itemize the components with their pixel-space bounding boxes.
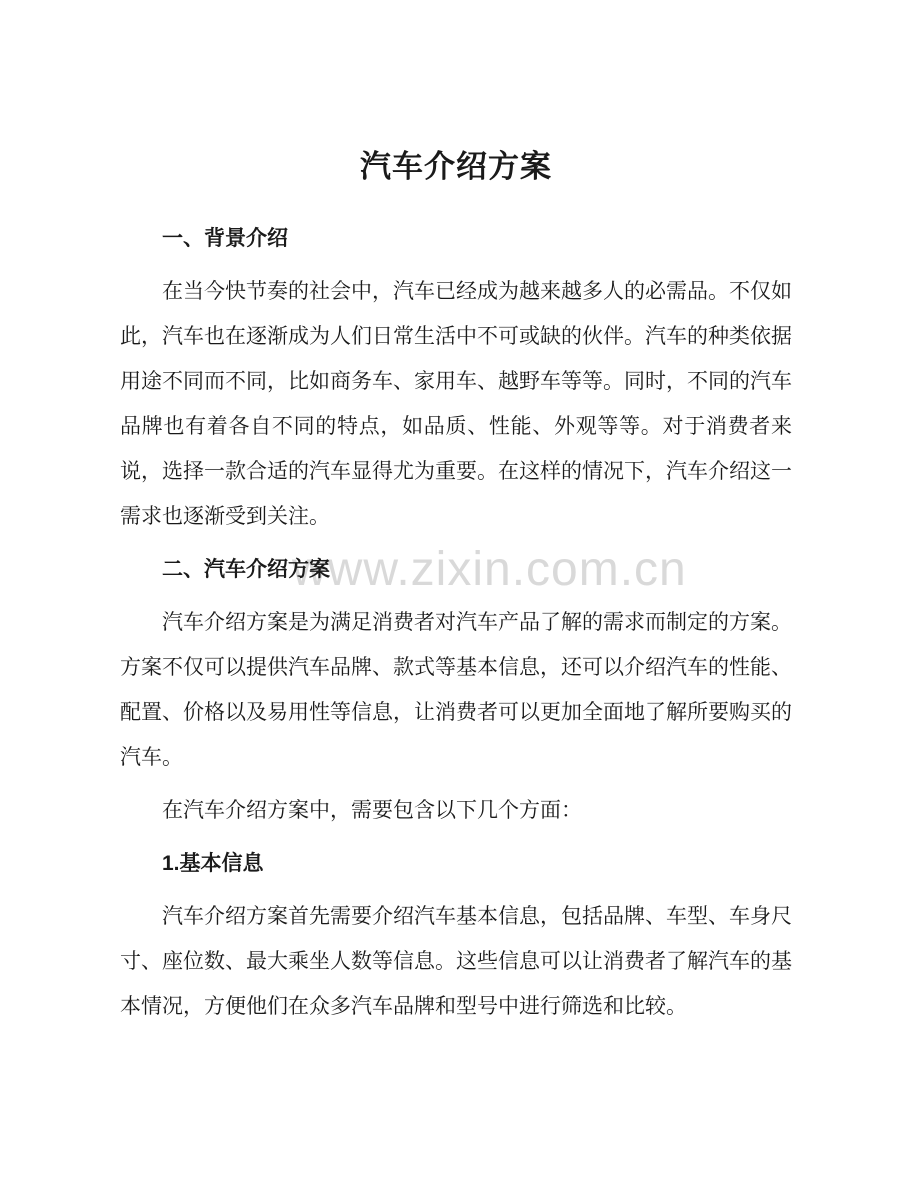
document-content bbox=[120, 148, 792, 1029]
heading-basic-info: 1.基本信息 bbox=[162, 852, 264, 875]
paragraph-plan-description: 汽车介绍方案是为满足消费者对汽车产品了解的需求而制定的方案。方案不仅可以提供汽车品牌、款式等基本信息，还可以介绍汽车的性能、配置、价格以及易用性等信息，让消费者可以更加全面地了解所要购买的汽车。 bbox=[120, 611, 792, 769]
paragraph-plan-contents-intro: 在汽车介绍方案中，需要包含以下几个方面： bbox=[162, 799, 582, 822]
heading-car-intro-plan: 二、汽车介绍方案 bbox=[162, 558, 330, 581]
paragraph-background: 在当今快节奏的社会中，汽车已经成为越来越多人的必需品。不仅如此，汽车也在逐渐成为人们日常生活中不可或缺的伙伴。汽车的种类依据用途不同而不同，比如商务车、家用车、越野车等等。同时，不同的汽车品牌也有着各自不同的特点，如品质、性能、外观等等。对于消费者来说，选择一款合适的汽车显得尤为重要。在这样的情况下，汽车介绍这一需求也逐渐受到关注。 bbox=[120, 280, 792, 528]
paragraph-basic-info: 汽车介绍方案首先需要介绍汽车基本信息，包括品牌、车型、车身尺寸、座位数、最大乘坐人数等信息。这些信息可以让消费者了解汽车的基本情况，方便他们在众多汽车品牌和型号中进行筛选和比较。 bbox=[120, 905, 792, 1018]
heading-background-intro: 一、背景介绍 bbox=[162, 227, 288, 250]
document-title: 汽车介绍方案 bbox=[360, 149, 552, 184]
watermark: www.zixin.com.cn bbox=[292, 543, 687, 596]
